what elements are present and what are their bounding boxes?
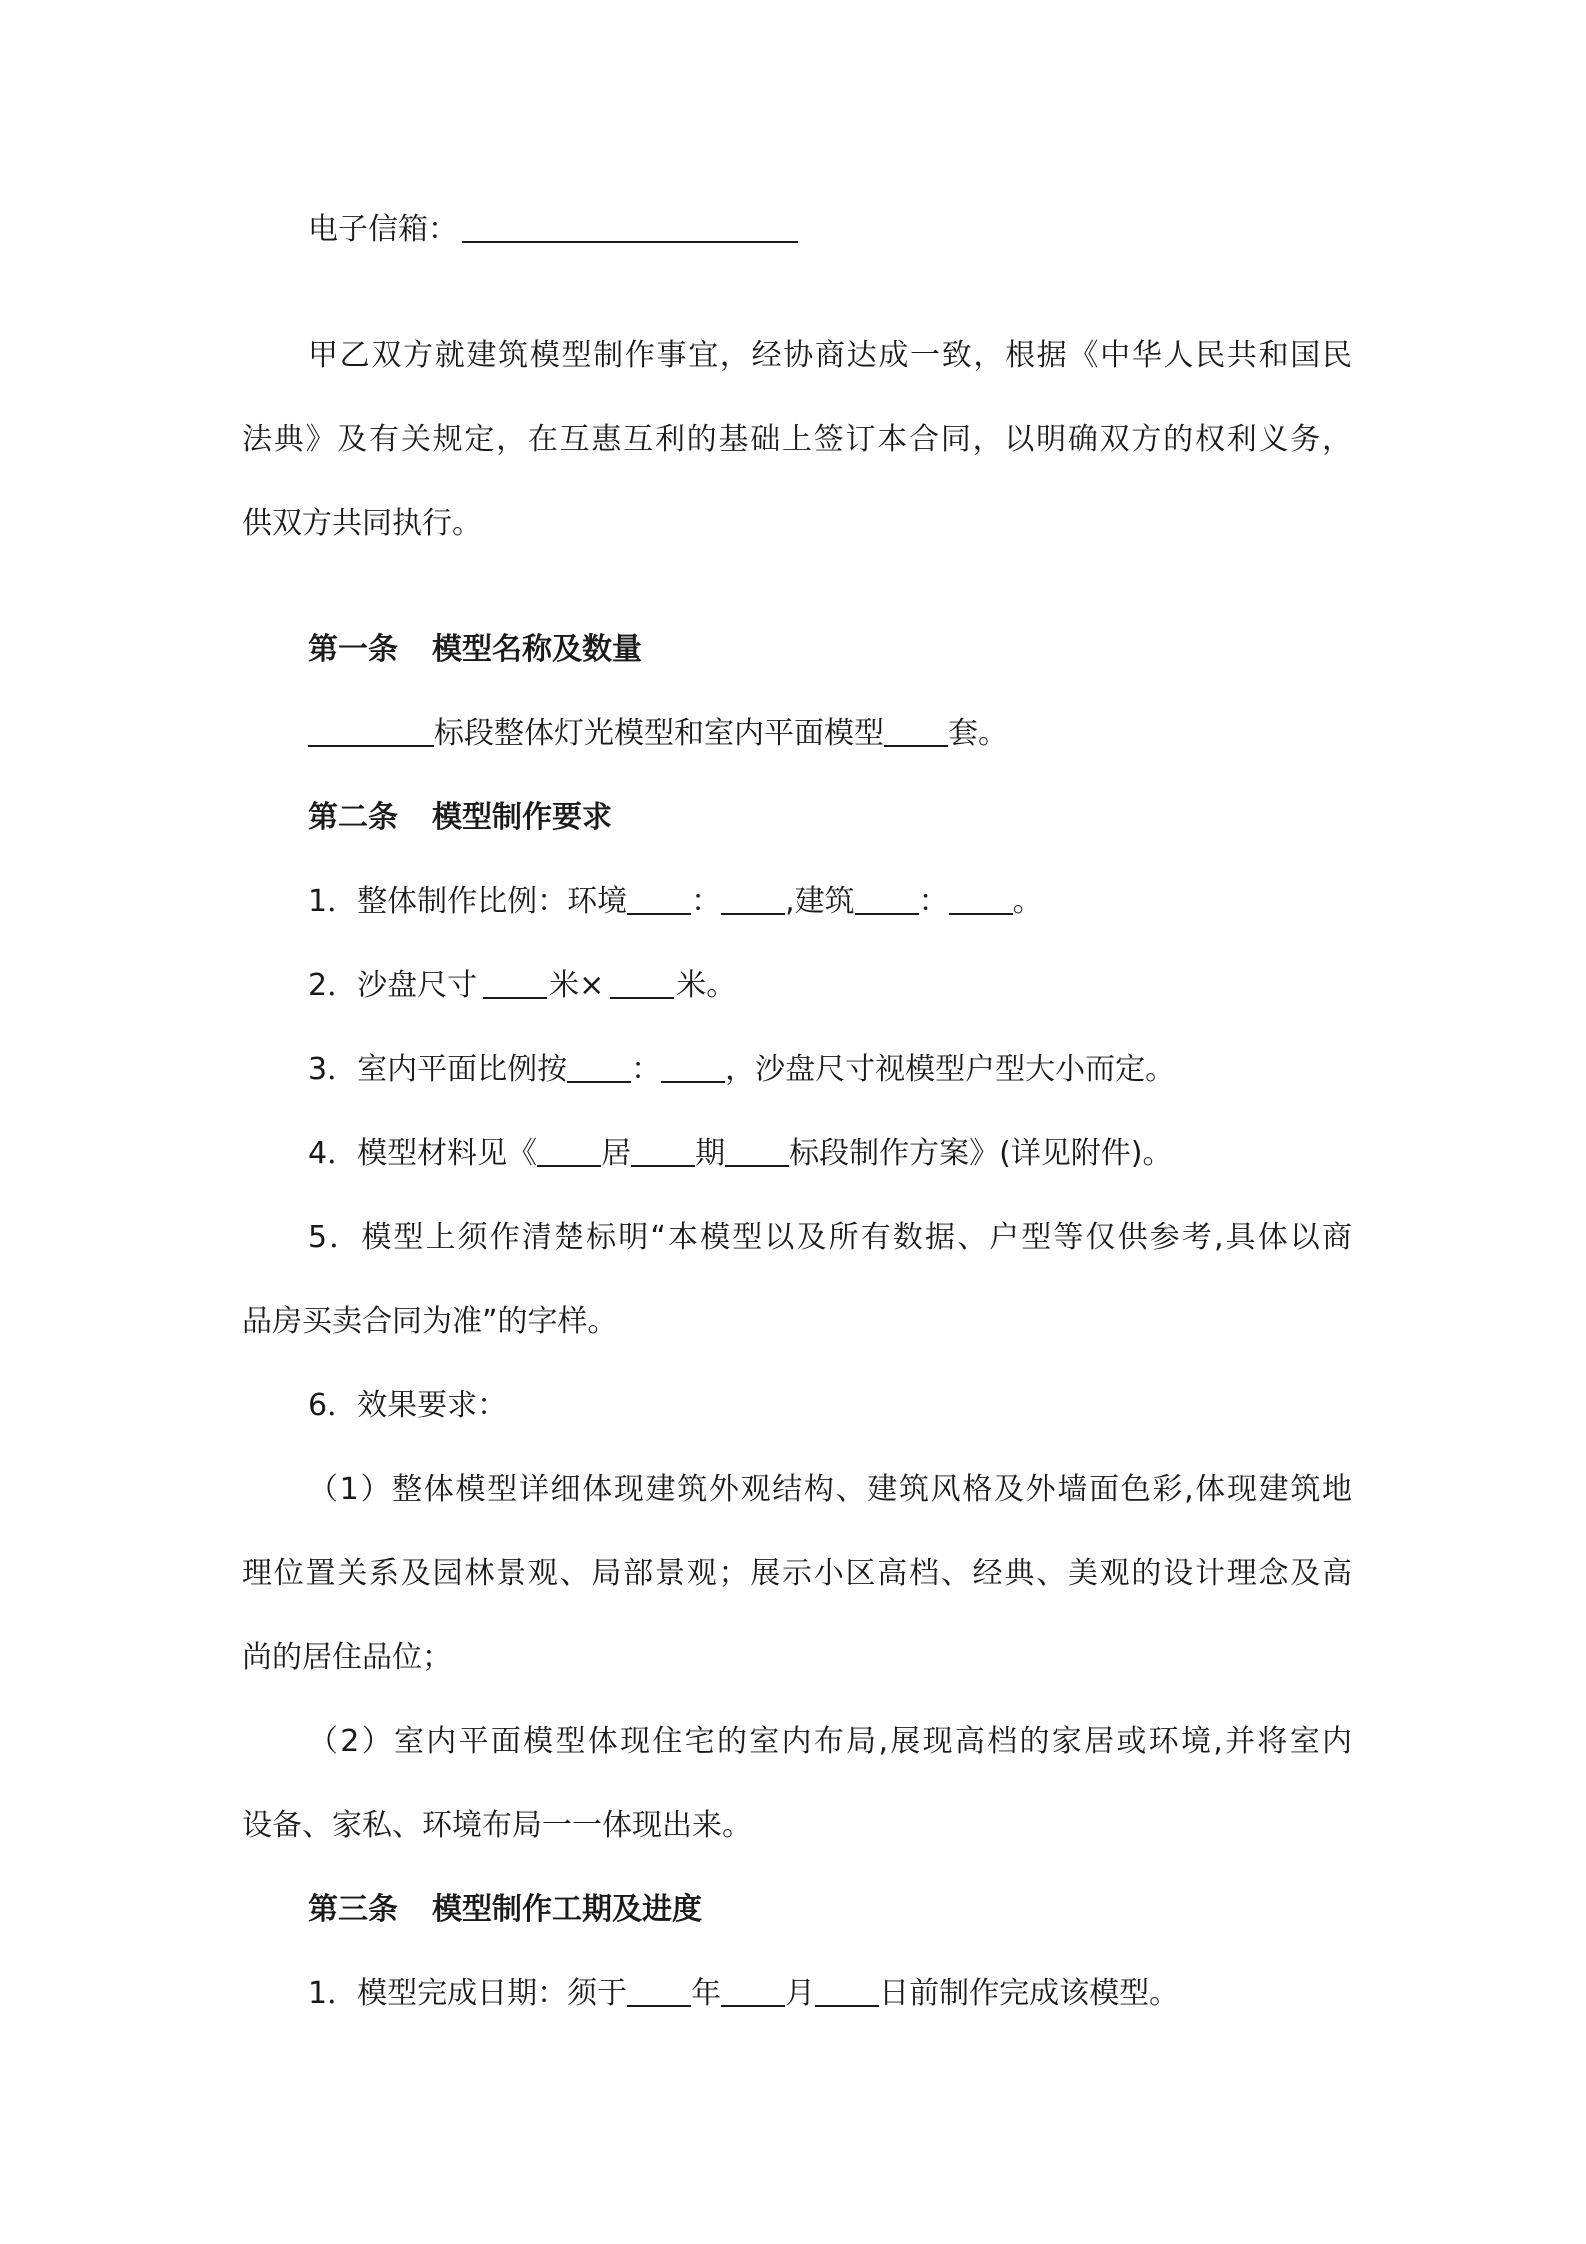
item1-blank-2	[721, 883, 785, 915]
item2-text-a: 2．沙盘尺寸	[308, 968, 478, 1003]
item1-colon-1: ：	[691, 884, 722, 919]
item1-blank-3	[855, 883, 919, 915]
email-label: 电子信箱：	[308, 212, 458, 247]
article1-blank-count	[884, 715, 948, 747]
article2-item6-label: 6．效果要求：	[308, 1388, 508, 1423]
item2-blank-2	[610, 967, 674, 999]
article2-number: 第二条	[308, 800, 398, 835]
article2-title: 模型制作要求	[432, 800, 612, 835]
item3-blank-2	[661, 1051, 725, 1083]
article2-item1	[308, 882, 1352, 922]
article3-title: 模型制作工期及进度	[432, 1892, 702, 1927]
a3-item1-year: 年	[691, 1976, 722, 2011]
a3-item1-blank-day	[815, 1975, 879, 2007]
article3-heading	[308, 1890, 1352, 1930]
item3-colon: ：	[631, 1052, 662, 1087]
item6-sub2-line1: （2）室内平面模型体现住宅的室内布局,展现高档的家居或环境,并将室内	[308, 1724, 1352, 1759]
item1-blank-4	[949, 883, 1013, 915]
article1-heading	[308, 630, 1352, 670]
intro-line-1: 甲乙双方就建筑模型制作事宜，经协商达成一致，根据《中华人民共和国民	[308, 338, 1352, 373]
article2-item4	[308, 1134, 1352, 1174]
a3-item1-blank-year	[627, 1975, 691, 2007]
article1-text-a: 标段整体灯光模型和室内平面模型	[434, 716, 884, 751]
item1-text-e: 。	[1012, 884, 1043, 919]
item6-sub1-line3: 尚的居住品位；	[242, 1640, 452, 1675]
intro-line-3: 供双方共同执行。	[242, 506, 482, 541]
item6-sub2-line2: 设备、家私、环境布局一一体现出来。	[242, 1808, 752, 1843]
item2-text-b: 米×	[549, 968, 605, 1003]
a3-item1-text-a: 1．模型完成日期：须于	[308, 1976, 628, 2011]
article2-heading	[308, 798, 1352, 838]
item6-sub1-line2: 理位置关系及园林景观、局部景观；展示小区高档、经典、美观的设计理念及高	[242, 1556, 1352, 1591]
item4-text-b: 居	[601, 1136, 632, 1171]
item3-text-c: ，沙盘尺寸视模型户型大小而定。	[725, 1052, 1176, 1087]
item4-blank-3	[725, 1135, 789, 1167]
article1-number: 第一条	[308, 632, 398, 667]
item4-text-c: 期	[695, 1136, 726, 1171]
email-line	[308, 210, 1352, 250]
item3-blank-1	[567, 1051, 631, 1083]
article1-blank-name	[308, 715, 434, 747]
article2-item3	[308, 1050, 1352, 1090]
item6-sub1-line1: （1）整体模型详细体现建筑外观结构、建筑风格及外墙面色彩,体现建筑地	[308, 1472, 1352, 1507]
item4-blank-1	[537, 1135, 601, 1167]
a3-item1-blank-month	[721, 1975, 785, 2007]
article1-title: 模型名称及数量	[432, 632, 642, 667]
item2-blank-1	[483, 967, 547, 999]
item1-text-c: ,建筑	[785, 884, 855, 919]
email-blank	[462, 211, 798, 243]
article2-item2	[308, 966, 1352, 1006]
item4-text-a: 4．模型材料见《	[308, 1136, 538, 1171]
item4-text-d: 标段制作方案》(详见附件)。	[789, 1136, 1173, 1171]
item1-colon-2: ：	[918, 884, 949, 919]
a3-item1-month: 月	[785, 1976, 816, 2011]
item3-text-a: 3．室内平面比例按	[308, 1052, 568, 1087]
item1-text-a: 1．整体制作比例：环境	[308, 884, 628, 919]
article3-number: 第三条	[308, 1892, 398, 1927]
article1-text-b: 套。	[948, 716, 1008, 751]
item1-blank-1	[627, 883, 691, 915]
article3-item1	[308, 1974, 1352, 2014]
article2-item5-line2: 品房买卖合同为准”的字样。	[242, 1304, 618, 1339]
item4-blank-2	[631, 1135, 695, 1167]
article1-text	[308, 714, 1352, 754]
a3-item1-text-d: 日前制作完成该模型。	[879, 1976, 1180, 2011]
article2-item5-line1: 5．模型上须作清楚标明“本模型以及所有数据、户型等仅供参考,具体以商	[308, 1220, 1352, 1255]
intro-line-2: 法典》及有关规定，在互惠互利的基础上签订本合同，以明确双方的权利义务，	[242, 422, 1352, 457]
item2-text-c: 米。	[676, 968, 737, 1003]
